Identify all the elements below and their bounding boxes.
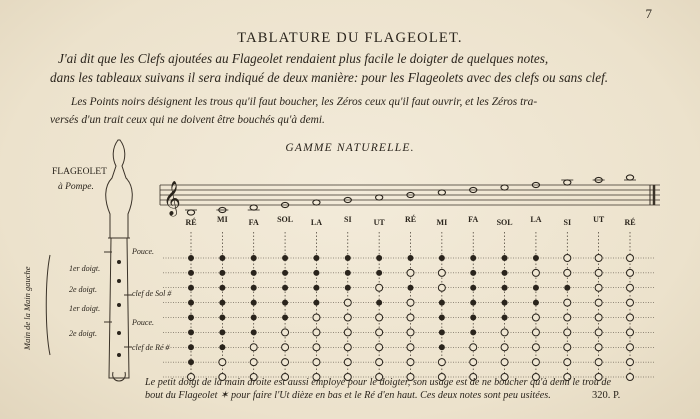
- open-hole-zero: [627, 269, 634, 276]
- closed-hole-dot: [439, 315, 445, 321]
- gamme-title: GAMME NATURELLE.: [285, 142, 415, 154]
- closed-hole-dot: [439, 255, 445, 261]
- staff-note: [376, 195, 383, 200]
- closed-hole-dot: [313, 255, 319, 261]
- closed-hole-dot: [439, 329, 445, 335]
- note-name: LA: [530, 215, 542, 224]
- open-hole-zero: [313, 314, 320, 321]
- note-name: UT: [373, 218, 385, 227]
- open-hole-zero: [564, 299, 571, 306]
- open-hole-zero: [532, 344, 539, 351]
- closed-hole-dot: [376, 300, 382, 306]
- closed-hole-dot: [470, 300, 476, 306]
- row-label-clef-re: clef de Ré #: [132, 343, 170, 352]
- closed-hole-dot: [188, 329, 194, 335]
- open-hole-zero: [376, 359, 383, 366]
- closed-hole-dot: [502, 315, 508, 321]
- note-name: RÉ: [624, 218, 636, 227]
- row-label-pouce-bottom: Pouce.: [132, 318, 154, 327]
- open-hole-zero: [595, 299, 602, 306]
- closed-hole-dot: [188, 270, 194, 276]
- open-hole-zero: [627, 374, 634, 381]
- closed-hole-dot: [533, 300, 539, 306]
- note-name: FA: [248, 218, 259, 227]
- open-hole-zero: [438, 269, 445, 276]
- closed-hole-dot: [470, 255, 476, 261]
- open-hole-zero: [438, 284, 445, 291]
- open-hole-zero: [313, 329, 320, 336]
- open-hole-zero: [376, 329, 383, 336]
- closed-hole-dot: [408, 285, 414, 291]
- closed-hole-dot: [251, 270, 257, 276]
- open-hole-zero: [250, 344, 257, 351]
- closed-hole-dot: [313, 300, 319, 306]
- open-hole-zero: [532, 314, 539, 321]
- music-staff: [160, 185, 660, 205]
- closed-hole-dot: [188, 285, 194, 291]
- closed-hole-dot: [282, 285, 288, 291]
- open-hole-zero: [501, 329, 508, 336]
- closed-hole-dot: [502, 300, 508, 306]
- closed-hole-dot: [564, 285, 570, 291]
- closed-hole-dot: [219, 344, 225, 350]
- closed-hole-dot: [251, 285, 257, 291]
- open-hole-zero: [344, 299, 351, 306]
- note-name: SI: [344, 215, 352, 224]
- open-hole-zero: [532, 269, 539, 276]
- row-label-doigt-2: 2e doigt.: [69, 285, 97, 294]
- open-hole-zero: [564, 359, 571, 366]
- note-name: MI: [217, 215, 228, 224]
- row-label-doigt-1b: 1er doigt.: [69, 304, 101, 313]
- closed-hole-dot: [251, 300, 257, 306]
- closed-hole-dot: [408, 255, 414, 261]
- intro-line-1: J'ai dit que les Clefs ajoutées au Flageolet rendaient plus facile le doigter de quelques notes,: [58, 51, 549, 66]
- open-hole-zero: [595, 269, 602, 276]
- open-hole-zero: [595, 284, 602, 291]
- open-hole-zero: [407, 269, 414, 276]
- closed-hole-dot: [345, 255, 351, 261]
- closed-hole-dot: [219, 300, 225, 306]
- note-names: [185, 214, 635, 227]
- open-hole-zero: [407, 299, 414, 306]
- open-hole-zero: [344, 314, 351, 321]
- closed-hole-dot: [219, 329, 225, 335]
- open-hole-zero: [564, 329, 571, 336]
- closed-hole-dot: [439, 300, 445, 306]
- closed-hole-dot: [502, 285, 508, 291]
- row-label-doigt-2b: 2e doigt.: [69, 329, 97, 338]
- note-name: UT: [593, 215, 605, 224]
- open-hole-zero: [595, 255, 602, 262]
- open-hole-zero: [532, 329, 539, 336]
- note-name: SI: [563, 218, 572, 227]
- closed-hole-dot: [470, 329, 476, 335]
- staff-note: [438, 190, 445, 195]
- open-hole-zero: [627, 284, 634, 291]
- closed-hole-dot: [251, 315, 257, 321]
- open-hole-zero: [627, 329, 634, 336]
- closed-hole-dot: [533, 255, 539, 261]
- note-name: RÉ: [404, 215, 417, 224]
- staff-note: [626, 175, 633, 180]
- closed-hole-dot: [470, 270, 476, 276]
- open-hole-zero: [627, 314, 634, 321]
- closed-hole-dot: [188, 315, 194, 321]
- instrument-label: FLAGEOLET: [52, 167, 107, 177]
- open-hole-zero: [313, 359, 320, 366]
- closed-hole-dot: [251, 329, 257, 335]
- staff-note: [564, 180, 571, 185]
- closed-hole-dot: [219, 285, 225, 291]
- footnote-line-1: Le petit doigt de la main droite est aussi employé pour le doigter, son usage est de ne boucher qu'à demi le trou de: [145, 377, 612, 388]
- open-hole-zero: [501, 359, 508, 366]
- legend-line-2: versés d'un trait ceux qui ne doivent être bouchés qu'à demi.: [50, 114, 325, 126]
- open-hole-zero: [376, 314, 383, 321]
- open-hole-zero: [376, 284, 383, 291]
- plate-number: 320. P.: [592, 390, 621, 401]
- note-name: SOL: [496, 218, 513, 227]
- closed-hole-dot: [219, 270, 225, 276]
- page-title: TABLATURE DU FLAGEOLET.: [237, 30, 463, 46]
- closed-hole-dot: [345, 285, 351, 291]
- closed-hole-dot: [219, 255, 225, 261]
- note-name: SOL: [277, 215, 294, 224]
- closed-hole-dot: [345, 270, 351, 276]
- instrument-holes: [117, 260, 121, 357]
- closed-hole-dot: [502, 270, 508, 276]
- open-hole-zero: [313, 344, 320, 351]
- row-label-clef-sol: clef de Sol #: [132, 289, 172, 298]
- legend-line-1: Les Points noirs désignent les trous qu'il faut boucher, les Zéros ceux qu'il faut ouvrir, et les Zéros tra-: [71, 96, 538, 108]
- closed-hole-dot: [470, 285, 476, 291]
- page-number: 7: [645, 6, 652, 21]
- closed-hole-dot: [502, 255, 508, 261]
- open-hole-zero: [282, 359, 289, 366]
- closed-hole-dot: [251, 255, 257, 261]
- hand-label: Main de la Main gauche: [22, 266, 32, 350]
- open-hole-zero: [376, 344, 383, 351]
- row-label-pouce-top: Pouce.: [132, 247, 154, 256]
- open-hole-zero: [470, 344, 477, 351]
- open-hole-zero: [438, 359, 445, 366]
- open-hole-zero: [595, 314, 602, 321]
- footnote-line-2: bout du Flageolet ✶ pour faire l'Ut dièze en bas et le Ré d'en haut. Ces deux notes sont peu usitées.: [145, 390, 551, 401]
- open-hole-zero: [470, 359, 477, 366]
- closed-hole-dot: [313, 285, 319, 291]
- closed-hole-dot: [282, 270, 288, 276]
- open-hole-zero: [564, 255, 571, 262]
- open-hole-zero: [627, 344, 634, 351]
- open-hole-zero: [407, 359, 414, 366]
- open-hole-zero: [407, 344, 414, 351]
- closed-hole-dot: [188, 300, 194, 306]
- closed-hole-dot: [188, 359, 194, 365]
- open-hole-zero: [595, 329, 602, 336]
- open-hole-zero: [501, 344, 508, 351]
- closed-hole-dot: [282, 315, 288, 321]
- open-hole-zero: [344, 329, 351, 336]
- open-hole-zero: [627, 255, 634, 262]
- staff-note: [501, 185, 508, 190]
- open-hole-zero: [595, 344, 602, 351]
- open-hole-zero: [532, 359, 539, 366]
- open-hole-zero: [344, 344, 351, 351]
- intro-line-2: dans les tableaux suivans il sera indiqué de deux manière: pour les Flageolets avec des clefs ou sans clef.: [50, 70, 609, 85]
- closed-hole-dot: [282, 300, 288, 306]
- instrument-sublabel: à Pompe.: [58, 182, 94, 192]
- closed-hole-dot: [313, 270, 319, 276]
- closed-hole-dot: [188, 255, 194, 261]
- note-name: MI: [436, 218, 448, 227]
- fingering-grid: [163, 232, 655, 381]
- closed-hole-dot: [376, 270, 382, 276]
- note-name: RÉ: [185, 218, 197, 227]
- staff-note: [250, 205, 257, 210]
- row-label-doigt-1: 1er doigt.: [69, 264, 101, 273]
- closed-hole-dot: [282, 255, 288, 261]
- note-name: FA: [468, 215, 479, 224]
- closed-hole-dot: [533, 285, 539, 291]
- open-hole-zero: [344, 359, 351, 366]
- open-hole-zero: [219, 359, 226, 366]
- open-hole-zero: [627, 359, 634, 366]
- closed-hole-dot: [376, 255, 382, 261]
- open-hole-zero: [282, 344, 289, 351]
- open-hole-zero: [564, 314, 571, 321]
- staff-note: [187, 210, 194, 215]
- closed-hole-dot: [219, 315, 225, 321]
- open-hole-zero: [595, 359, 602, 366]
- open-hole-zero: [282, 329, 289, 336]
- staff-note: [313, 200, 320, 205]
- treble-clef-icon: 𝄞: [163, 181, 181, 216]
- open-hole-zero: [564, 269, 571, 276]
- open-hole-zero: [564, 344, 571, 351]
- closed-hole-dot: [188, 344, 194, 350]
- open-hole-zero: [407, 329, 414, 336]
- closed-hole-dot: [470, 315, 476, 321]
- closed-hole-dot: [439, 344, 445, 350]
- open-hole-zero: [627, 299, 634, 306]
- note-name: LA: [310, 218, 322, 227]
- open-hole-zero: [407, 314, 414, 321]
- open-hole-zero: [250, 359, 257, 366]
